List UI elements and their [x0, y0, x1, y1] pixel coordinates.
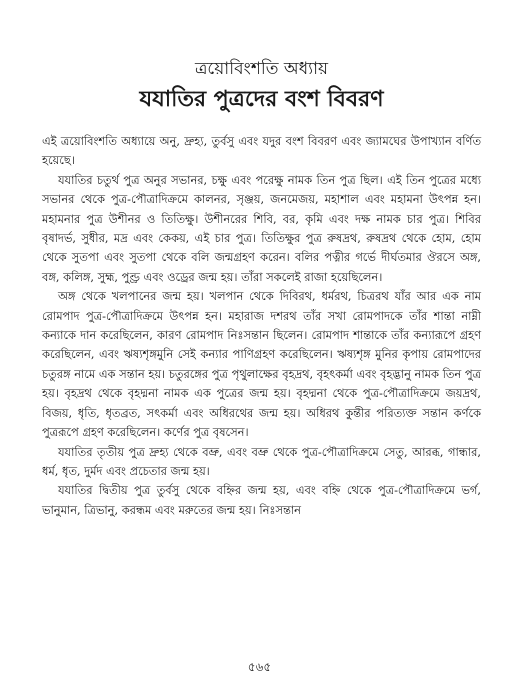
paragraph-druhyu-lineage: যযাতির তৃতীয় পুত্র দ্রুহ্য থেকে বভ্রু, এবং বভ্রু থেকে পুত্র-পৌত্রাদিক্রমে সেতু, আরব্ধ, গান্ধার, ধর্ম, ধৃত, দুর্মদ এবং প্রচেতার জন্ম হয়।	[42, 444, 481, 478]
page-number: ৫৬৫	[247, 660, 272, 674]
paragraph-intro: এই ত্রয়োবিংশতি অধ্যায়ে অনু, দ্রুহ্য, তুর্বসু এবং যদুর বংশ বিবরণ এবং জ্যামঘের উপাখ্যান বর্ণিত হয়েছে।	[42, 134, 481, 168]
paragraph-anga-lineage: অঙ্গ থেকে খলপানের জন্ম হয়। খলপান থেকে দিবিরথ, ধর্মরথ, চিত্ররথ যাঁর আর এক নাম রোমপাদ পুত্র-পৌত্রাদিক্রমে উৎপন্ন হন। মহারাজ দশরথ তাঁর সখা রোমপাদকে তাঁর শান্তা নাম্নী কন্যাকে দান করেছিলেন, কারণ রোমপাদ নিঃসন্তান ছিলেন। রোমপাদ শান্তাকে তাঁর কন্যারূপে গ্রহণ করেছিলেন, এবং ঋষ্যশৃঙ্গমুনি সেই কন্যার পাণিগ্রহণ করেছিলেন। ঋষ্যশৃঙ্গ মুনির কৃপায় রোমপাদের চতুরঙ্গ নামে এক সন্তান হয়। চতুরঙ্গের পুত্র পৃথুলাক্ষের বৃহদ্রথ, বৃহৎকর্মা এবং বৃহদ্ভানু নামক তিন পুত্র হয়। বৃহদ্রথ থেকে বৃহদ্মনা নামক এক পুত্রের জন্ম হয়। বৃহদ্মনা থেকে পুত্র-পৌত্রাদিক্রমে জয়দ্রথ, বিজয়, ধৃতি, ধৃতব্রত, সৎকর্মা এবং অধিরথের জন্ম হয়। অধিরথ কুন্তীর পরিত্যক্ত সন্তান কর্ণকে পুত্ররূপে গ্রহণ করেছিলেন। কর্ণের পুত্র বৃষসেন।	[42, 289, 481, 440]
chapter-title: যযাতির পুত্রদের বংশ বিবরণ	[139, 86, 384, 112]
paragraph-anu-lineage: যযাতির চতুর্থ পুত্র অনুর সভানর, চক্ষু এবং পরেক্ষু নামক তিন পুত্র ছিল। এই তিন পুত্রের মধ্যে সভানর থেকে পুত্র-পৌত্রাদিক্রমে কালনর, সৃঞ্জয়, জনমেজয়, মহাশাল এবং মহামনা উৎপন্ন হন। মহামনার পুত্র উশীনর ও তিতিক্ষু। উশীনরের শিবি, বর, কৃমি এবং দক্ষ নামক চার পুত্র। শিবির বৃষাদর্ভ, সুধীর, মদ্র এবং কেকয়, এই চার পুত্র। তিতিক্ষুর পুত্র রুষদ্রথ, রুষদ্রথ থেকে হোম, হোম থেকে সুতপা এবং সুতপা থেকে বলি জন্মগ্রহণ করেন। বলির পত্নীর গর্ভে দীর্ঘতমার ঔরসে অঙ্গ, বঙ্গ, কলিঙ্গ, সুহ্ম, পুণ্ড্র এবং ওড্রের জন্ম হয়। তাঁরা সকলেই রাজা হয়েছিলেন।	[42, 172, 481, 284]
chapter-heading: ত্রয়োবিংশতি অধ্যায়	[194, 59, 329, 79]
paragraph-turvasu-lineage: যযাতির দ্বিতীয় পুত্র তুর্বসু থেকে বহ্নির জন্ম হয়, এবং বহ্নি থেকে পুত্র-পৌত্রাদিক্রমে ভর্গ, ভানুমান, ত্রিভানু, করন্ধম এবং মরুতের জন্ম হয়। নিঃসন্তান	[42, 483, 481, 517]
body-text	[42, 132, 481, 520]
